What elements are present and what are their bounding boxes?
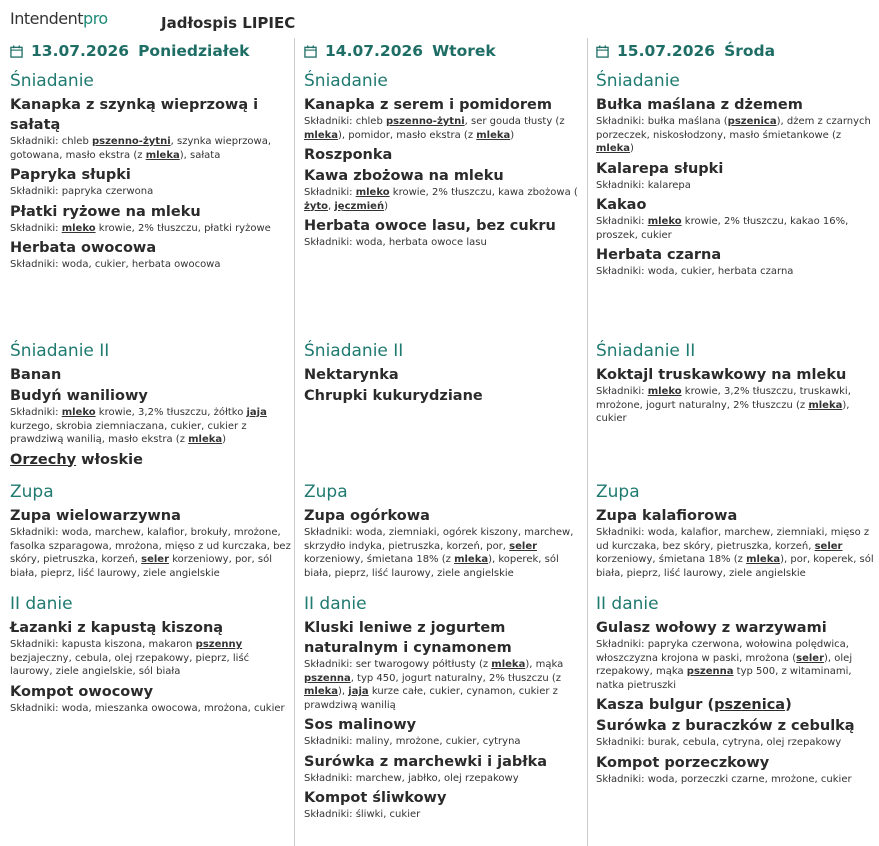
header [0,0,879,38]
dish-name: Koktajl truskawkowy na mleku [596,367,847,383]
calendar-icon [304,45,317,58]
dish-ingredients: Składniki: woda, herbata owoce lasu [304,237,487,248]
text-fragment: włoskie [76,451,143,468]
meal-title: Zupa [10,482,54,502]
day-header [304,42,496,60]
text-fragment: korzeniowy, śmietana 18% (z [304,554,455,565]
text-fragment: Składniki: [10,222,62,234]
meal-zupa [588,482,879,583]
dish-name: Banan [10,367,62,383]
meal-title: Zupa [596,482,640,502]
dish-name: Kompot śliwkowy [304,790,447,806]
text-fragment: Składniki: bułka maślana ( [596,116,728,127]
allergen: seler [814,540,843,552]
meal-title: II danie [304,594,367,614]
meal-sniadanie-ii [0,341,292,470]
dish-name: Kawa zbożowa na mleku [304,168,504,184]
meal-zupa [295,482,587,583]
allergen: mleka [808,399,843,411]
meal-sniadanie [295,71,587,253]
allergen: Orzechy [10,451,77,468]
dish-name: Zupa wielowarzywna [10,508,181,524]
dish-ingredients: Składniki: burak, cebula, cytryna, olej rzepakowy [596,737,842,748]
day-date: 15.07.2026 [617,42,716,60]
dish-ingredients: Składniki: śliwki, cukier [304,809,421,820]
text-fragment: , typ 450, jogurt naturalny, 2% tłuszczu (z [350,672,562,684]
allergen: pszenny [195,639,243,650]
text-fragment: Składniki: [304,187,356,198]
meal-title: Śniadanie II [304,341,404,361]
dish-ingredients [596,638,879,692]
allergen: mleka [304,129,339,141]
allergen: pszenica [714,697,786,713]
dish-name: Budyń waniliowy [10,388,148,404]
allergen: pszenna [304,672,351,684]
allergen: mleka [145,149,180,161]
day-weekday: Środa [724,42,776,60]
day-weekday: Poniedziałek [138,42,250,60]
allergen: seler [509,540,538,552]
text-fragment: Składniki: chleb [10,136,92,147]
day-weekday: Wtorek [432,42,496,60]
dish-ingredients [10,406,292,447]
text-fragment: ), cukier [596,399,850,424]
dish-ingredients [304,526,587,580]
allergen: seler [796,652,825,664]
allergen: mleko [647,216,682,227]
meal-sniadanie [588,71,879,282]
text-fragment: kurze całe, cukier, cynamon, cukier z prawdziwą wanilią [304,686,558,711]
dish-name: Zupa ogórkowa [304,508,430,524]
dish-name: Kompot owocowy [10,683,154,700]
meal-title: Śniadanie [10,71,94,91]
text-fragment: ), por, koperek, sól biała, pieprz, liść laurowy, ziele angielskie [596,554,874,579]
day-header [596,42,775,60]
dish-ingredients [10,222,292,236]
allergen: jęczmień [334,200,385,212]
text-fragment: Składniki: [10,407,62,418]
dish-ingredients [10,638,292,679]
allergen: pszenno-żytni [385,116,465,127]
meal-title: II danie [596,594,659,614]
dish-name: Bułka maślana z dżemem [596,97,803,113]
dish-name: Herbata owocowa [10,240,157,256]
dish-name: Surówka z marchewki i jabłka [304,753,548,770]
allergen: mleko [647,386,682,397]
dish-ingredients [304,115,587,142]
dish-name: Kanapka z szynką wieprzową i sałatą [10,97,259,133]
text-fragment: korzeniowy, śmietana 18% (z [596,554,747,565]
dish-ingredients: Składniki: marchew, jabłko, olej rzepakowy [304,772,519,784]
text-fragment: ), dżem z czarnych porzeczek, niskosłodzony, masło śmietankowe (z [596,116,871,141]
meal-sniadanie-ii [295,341,587,406]
text-fragment: bezjajeczny, cebula, olej rzepakowy, pieprz, liść laurowy, ziele angielskie, sól biała [10,652,250,677]
allergen: seler [141,554,170,565]
text-fragment: , ser gouda tłusty (z [464,116,565,127]
dish-name: Łazanki z kapustą kiszoną [10,620,224,636]
dish-name: Zupa kalafiorowa [596,508,738,524]
dish-name: Kalarepa słupki [596,160,724,177]
dish-ingredients: Składniki: woda, cukier, herbata czarna [596,266,794,277]
allergen: jaja [348,686,369,697]
calendar-icon [596,45,609,58]
allergen: jaja [246,407,267,418]
text-fragment: Składniki: [596,386,648,397]
dish-ingredients: Składniki: kalarepa [596,179,691,191]
meal-title: Śniadanie II [596,341,696,361]
dish-ingredients [10,135,292,162]
text-fragment: Składniki: chleb [304,116,386,127]
meal-zupa [0,482,292,583]
text-fragment: Składniki: ser twarogowy półtłusty (z [304,659,492,670]
dish-name: Kakao [596,197,647,213]
dish-name [10,450,292,470]
dish-ingredients: Składniki: maliny, mrożone, cukier, cytryna [304,736,521,747]
day-column-2 [294,38,587,846]
text-fragment: krowie, 3,2% tłuszczu, truskawki, mrożone, jogurt naturalny, 2% tłuszczu (z [596,386,851,411]
dish-name: Herbata owoce lasu, bez cukru [304,218,556,234]
text-fragment: Kasza bulgur ( [596,697,715,713]
allergen: pszenna [686,666,734,677]
meal-sniadanie [0,71,292,275]
meal-title: II danie [10,594,73,614]
dish-ingredients [596,385,879,426]
text-fragment: ), olej rzepakowy, mąka [596,652,853,677]
dish-ingredients [304,186,587,213]
allergen: pszenica [727,116,777,127]
text-fragment: ), sałata [179,149,221,161]
dish-ingredients: Składniki: woda, cukier, herbata owocowa [10,259,221,270]
dish-name: Kanapka z serem i pomidorem [304,97,552,113]
allergen: żyto [304,200,328,212]
logo-main: Intendent [10,9,84,28]
dish-name: Chrupki kukurydziane [304,388,483,404]
text-fragment: ), mąka [525,659,564,670]
text-fragment: Składniki: [596,216,648,227]
dish-ingredients: Składniki: woda, porzeczki czarne, mrożone, cukier [596,773,852,785]
dish-ingredients [596,115,879,156]
allergen: mleko [355,187,390,198]
day-column-1 [0,38,292,846]
text-fragment: Składniki: kapusta kiszona, makaron [10,639,196,650]
meal-sniadanie-ii [588,341,879,429]
dish-name: Surówka z buraczków z cebulką [596,718,855,734]
dish-name [596,695,879,715]
dish-ingredients: Składniki: woda, mieszanka owocowa, mrożona, cukier [10,702,285,714]
meal-title: Zupa [304,482,348,502]
text-fragment: Składniki: woda, kalafior, marchew, ziemniaki, mięso z ud kurczaka, bez skóry, pietruszka, korzeń, [596,527,870,552]
text-fragment: ) [384,200,388,212]
day-header [10,42,249,60]
calendar-icon [10,45,23,58]
allergen: pszenno-żytni [91,136,171,147]
meal-ii-danie [588,594,879,789]
dish-ingredients [10,526,292,580]
allergen: mleka [476,129,511,141]
text-fragment: krowie, 2% tłuszczu, płatki ryżowe [95,222,271,234]
text-fragment: ) [222,434,227,445]
page-title: Jadłospis LIPIEC [161,14,296,32]
text-fragment: krowie, 2% tłuszczu, kawa zbożowa ( [389,187,578,198]
meal-ii-danie [0,594,292,718]
dish-name: Nektarynka [304,367,399,383]
dish-name: Płatki ryżowe na mleku [10,203,201,220]
meal-ii-danie [295,594,587,825]
text-fragment: , szynka wieprzowa, gotowana, masło ekstra (z [10,136,272,161]
dish-ingredients [596,526,879,580]
meal-title: Śniadanie [304,71,388,91]
text-fragment: ) [785,697,792,713]
allergen: mleka [454,554,489,565]
dish-name: Herbata czarna [596,247,722,263]
allergen: mleka [746,554,781,565]
allergen: mleka [596,143,631,154]
text-fragment: kurzego, skrobia ziemniaczana, cukier, cukier z prawdziwą wanilią, masło ekstra (z [10,420,247,445]
logo-accent: pro [83,9,108,28]
text-fragment: typ 500, z witaminami, natka pietruszki [596,666,852,691]
text-fragment: ), pomidor, masło ekstra (z [338,129,477,141]
dish-name: Roszponka [304,147,393,163]
day-date: 13.07.2026 [31,42,130,60]
allergen: mleko [61,222,96,234]
text-fragment: , [328,200,335,212]
meal-title: Śniadanie II [10,341,110,361]
day-date: 14.07.2026 [325,42,424,60]
day-column-3 [587,38,879,846]
dish-name: Kluski leniwe z jogurtem naturalnym i cynamonem [304,620,512,656]
dish-name: Kompot porzeczkowy [596,754,770,771]
allergen: mleka [491,659,526,670]
text-fragment: krowie, 3,2% tłuszczu, żółtko [95,407,247,418]
text-fragment: ) [630,143,634,154]
allergen: mleko [61,407,96,418]
text-fragment: ), [338,686,349,697]
text-fragment: ) [510,129,515,141]
text-fragment: Składniki: woda, ziemniaki, ogórek kiszony, marchew, skrzydło indyka, pietruszka, korzeń, por, [304,527,574,552]
text-fragment: korzeniowy, por, sól biała, pieprz, liść laurowy, ziele angielskie [10,554,272,579]
dish-ingredients [596,215,879,242]
logo[interactable] [10,9,108,28]
meal-title: Śniadanie [596,71,680,91]
dish-name: Gulasz wołowy z warzywami [596,620,827,636]
allergen: mleka [304,686,339,697]
text-fragment: Składniki: papryka czerwona, wołowina polędwica, włoszczyzna krojona w paski, mrożona ( [596,639,849,664]
text-fragment: Składniki: woda, marchew, kalafior, brokuły, mrożone, fasolka szparagowa, mrożona, mięso z ud kurczaka, bez skóry, pietruszka, korzeń, [10,527,291,565]
dish-name: Papryka słupki [10,167,131,183]
text-fragment: ), koperek, sól biała, pieprz, liść laurowy, ziele angielskie [304,554,559,579]
dish-ingredients: Składniki: papryka czerwona [10,186,154,197]
text-fragment: krowie, 2% tłuszczu, kakao 16%, proszek, cukier [596,216,849,241]
dish-name: Sos malinowy [304,717,417,733]
dish-ingredients [304,658,587,712]
allergen: mleka [188,434,223,445]
